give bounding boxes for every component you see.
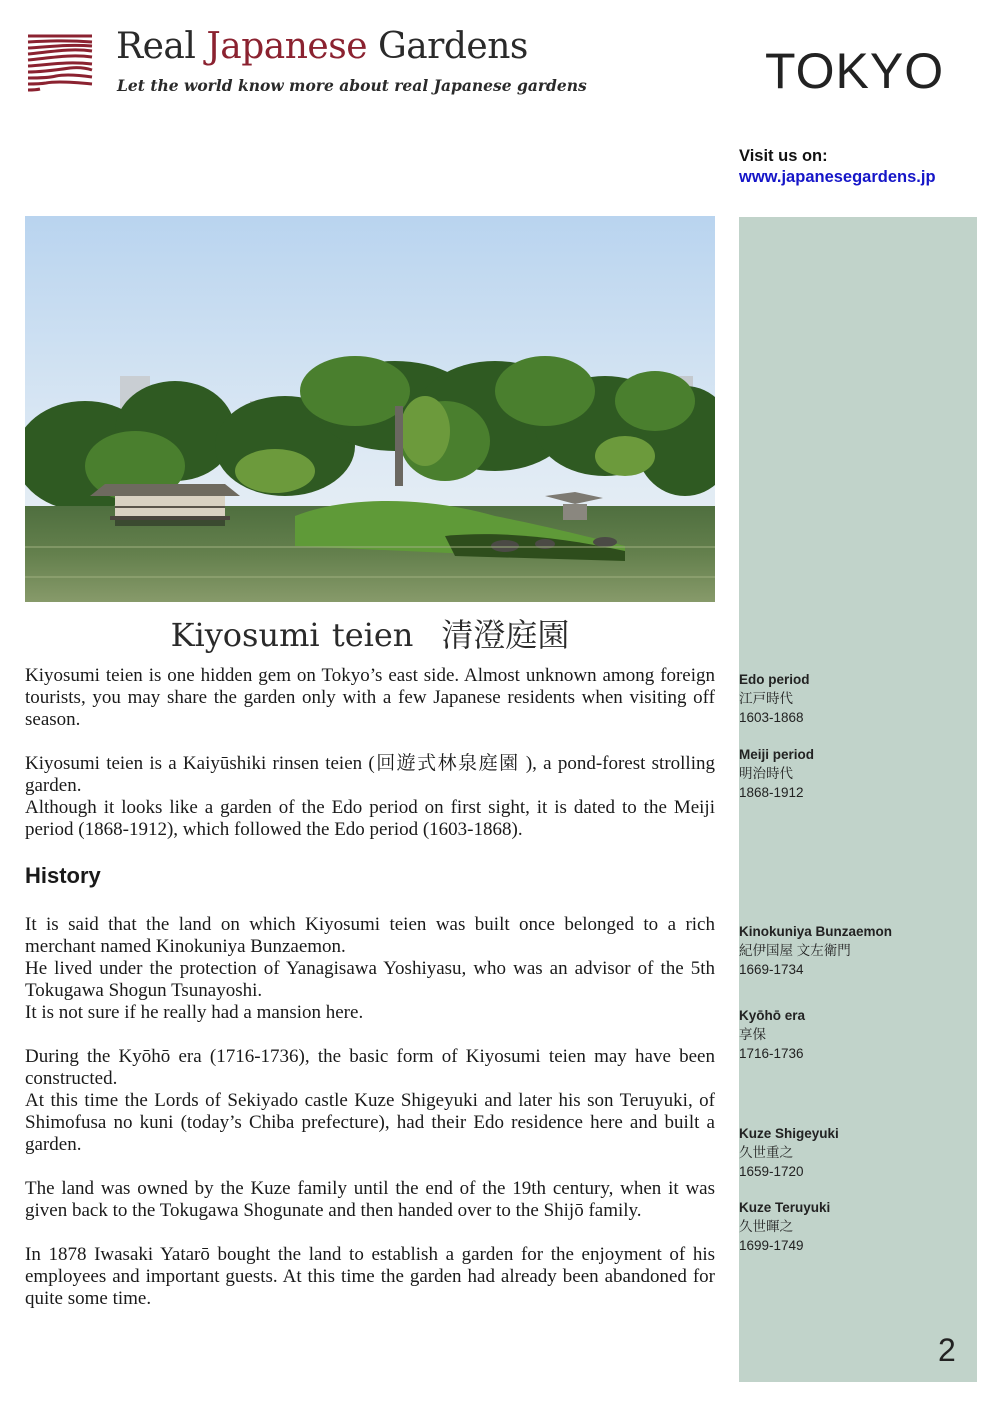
note-term: Meiji period: [739, 747, 815, 762]
note-japanese: 久世重之: [739, 1145, 793, 1160]
tagline: Let the world know more about real Japanese gardens: [117, 76, 587, 95]
brand-suffix: Gardens: [367, 26, 528, 67]
title-english: Kiyosumi teien: [170, 616, 414, 654]
text-line: During the Kyōhō era (1716-1736), the basic form of Kiyosumi teien may have been constructed.: [25, 1046, 715, 1089]
note-years: 1716-1736: [739, 1046, 804, 1061]
text-line: He lived under the protection of Yanagisawa Yoshiyasu, who was an advisor of the 5th Tokugawa Shogun Tsunayoshi.: [25, 958, 715, 1001]
note-term: Kyōhō era: [739, 1008, 806, 1023]
text-line: Kiyosumi teien is a Kaiyūshiki rinsen teien (回遊式林泉庭園 ), a pond-forest strolling garden.: [25, 753, 715, 796]
wave-stripes-logo-icon: [26, 30, 94, 94]
brand-accent: Japanese: [206, 26, 368, 67]
note-years: 1669-1734: [739, 962, 804, 977]
note-japanese: 江戸時代: [739, 691, 793, 706]
visit-label: Visit us on:: [739, 147, 828, 165]
website-link[interactable]: www.japanesegardens.jp: [739, 168, 936, 186]
note-years: 1659-1720: [739, 1164, 804, 1179]
brand-title: [116, 26, 528, 67]
text-line: At this time the Lords of Sekiyado castle Kuze Shigeyuki and later his son Teruyuki, of Shimofusa no kuni (today’s Chiba prefecture), had their Edo residence here and built a garden.: [25, 1090, 715, 1155]
title-japanese: 清澄庭園: [441, 616, 570, 654]
garden-pond-photo: [25, 216, 715, 602]
note-term: Edo period: [739, 672, 810, 687]
page-number: 2: [938, 1332, 956, 1368]
intro-paragraph: Kiyosumi teien is one hidden gem on Tokyo’s east side. Almost unknown among foreign tourists, you may share the garden only with a few Japanese residents when visiting off season.: [25, 665, 715, 730]
history-paragraph-4: In 1878 Iwasaki Yatarō bought the land to establish a garden for the enjoyment of his employees and important guests. At this time the garden had already been abandoned for quite some time.: [25, 1244, 715, 1309]
article-body: [25, 665, 715, 1332]
history-paragraph-2: [25, 1046, 715, 1156]
note-years: 1603-1868: [739, 710, 804, 725]
sidebar-note-kinokuniya: [739, 922, 892, 979]
visit-block: [739, 146, 936, 188]
sidebar-note-shigeyuki: [739, 1124, 839, 1181]
note-japanese: 久世暉之: [739, 1219, 793, 1234]
sidebar-note-kyoho: [739, 1006, 805, 1063]
history-paragraph-3: The land was owned by the Kuze family until the end of the 19th century, when it was given back to the Tokugawa Shogunate and then handed over to the Shijō family.: [25, 1178, 715, 1221]
note-japanese: 紀伊国屋 文左衛門: [739, 943, 851, 958]
history-heading: History: [25, 863, 101, 888]
note-japanese: 享保: [739, 1027, 766, 1042]
text-line: It is not sure if he really had a mansion here.: [25, 1002, 364, 1023]
note-years: 1699-1749: [739, 1238, 804, 1253]
note-term: Kuze Shigeyuki: [739, 1126, 839, 1141]
note-term: Kuze Teruyuki: [739, 1200, 831, 1215]
note-years: 1868-1912: [739, 785, 804, 800]
note-japanese: 明治時代: [739, 766, 793, 781]
garden-title: [0, 610, 740, 656]
sidebar-note-edo: [739, 670, 810, 727]
history-paragraph-1: [25, 914, 715, 1024]
brand-prefix: Real: [116, 26, 207, 67]
city-title: TOKYO: [765, 43, 945, 99]
text-line: Although it looks like a garden of the Edo period on first sight, it is dated to the Meiji period (1868-1912), which followed the Edo period (1603-1868).: [25, 797, 715, 840]
intro-paragraph-2: [25, 753, 715, 841]
sidebar-note-meiji: [739, 745, 814, 802]
note-term: Kinokuniya Bunzaemon: [739, 924, 893, 939]
text-line: It is said that the land on which Kiyosumi teien was built once belonged to a rich merchant named Kinokuniya Bunzaemon.: [25, 914, 715, 957]
sidebar-note-teruyuki: [739, 1198, 830, 1255]
